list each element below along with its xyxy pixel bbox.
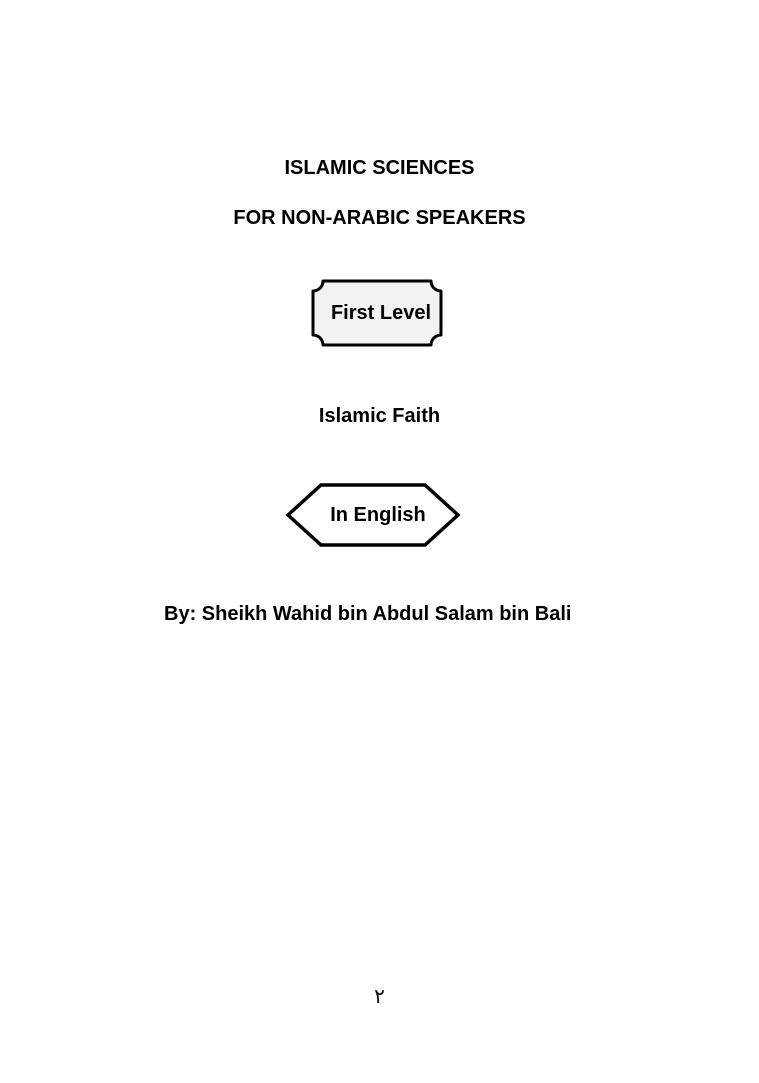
title-line-2: FOR NON-ARABIC SPEAKERS [233,207,526,229]
language-label: In English [330,503,426,526]
level-plaque [311,279,443,347]
level-label: First Level [330,301,432,324]
language-hexagon [285,482,461,548]
page-number: ٢ [374,984,385,1008]
subject-heading: Islamic Faith [318,405,441,427]
title-line-1: ISLAMIC SCIENCES [284,157,475,179]
author-line: By: Sheikh Wahid bin Abdul Salam bin Bali [164,603,572,625]
